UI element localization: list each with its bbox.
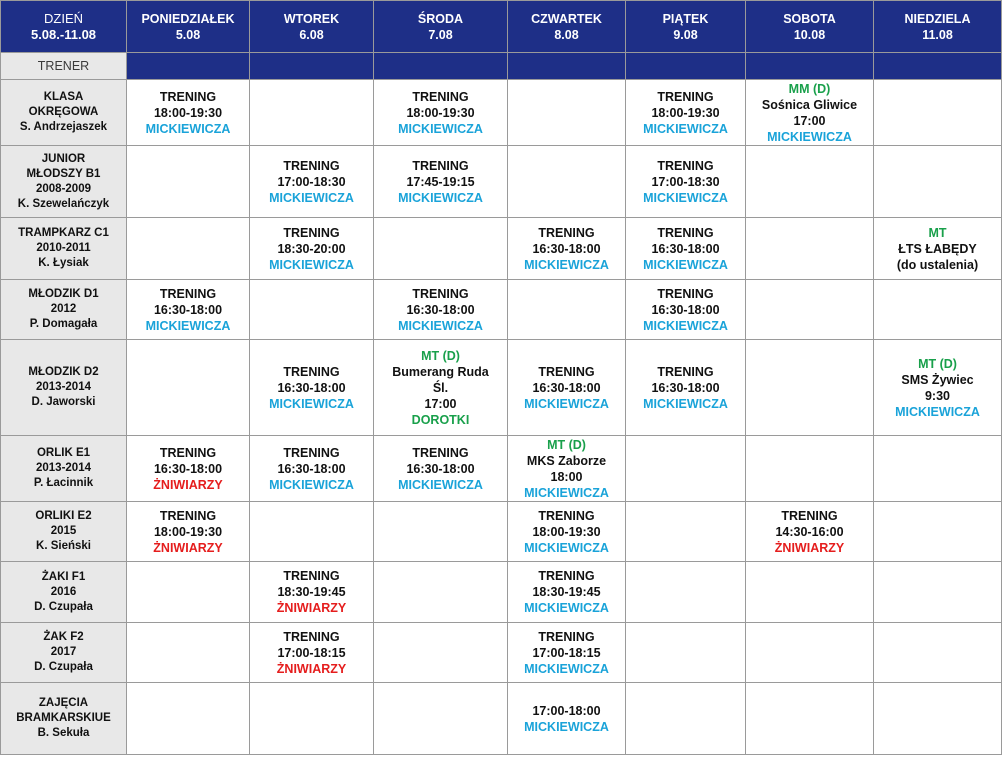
event-line: 17:00-18:15 — [532, 645, 601, 660]
event-line: MT (D) — [421, 348, 460, 363]
team-line: 2013-2014 — [36, 381, 91, 393]
day-header-spacer — [127, 53, 250, 80]
event-line: MT (D) — [918, 356, 957, 371]
day-header-tue — [250, 1, 374, 53]
day-header-spacer — [508, 53, 626, 80]
event-line: 16:30-18:00 — [651, 380, 720, 395]
event-line: TRENING — [412, 286, 469, 301]
schedule-cell — [874, 623, 1002, 683]
event-line: 16:30-18:00 — [153, 302, 223, 317]
event-line: TRENING — [781, 508, 838, 523]
event-line: 18:00 — [550, 469, 583, 484]
event-line: TRENING — [159, 508, 217, 523]
schedule-cell — [250, 683, 374, 755]
team-line: ŻAKI F1 — [41, 570, 86, 583]
team-header — [1, 146, 127, 218]
event-line: MICKIEWICZA — [524, 601, 609, 615]
trainer-header-row — [1, 53, 1002, 80]
date-range: 5.08.-11.08 — [30, 26, 97, 42]
event-line: MICKIEWICZA — [524, 661, 609, 676]
event-line: 16:30-18:00 — [406, 461, 475, 476]
schedule-cell — [874, 80, 1002, 146]
day-name: CZWARTEK — [531, 11, 602, 26]
event-line: 18:00-19:30 — [406, 105, 475, 120]
event-line: Bumerang Ruda — [392, 364, 489, 379]
schedule-cell — [746, 340, 874, 436]
schedule-cell — [374, 436, 508, 502]
team-line: ŻAK F2 — [43, 631, 84, 643]
team-line: TRAMPKARZ C1 — [18, 227, 109, 239]
event-line: TRENING — [412, 445, 469, 460]
schedule-cell — [626, 562, 746, 623]
team-header — [1, 683, 127, 755]
event-line: TRENING — [538, 629, 595, 644]
day-header-spacer — [374, 53, 508, 80]
event-line: ŻNIWIARZY — [153, 540, 223, 555]
schedule-cell — [250, 146, 374, 218]
event-line: ŻNIWIARZY — [774, 540, 845, 555]
event-line: TRENING — [538, 508, 595, 523]
team-header — [1, 80, 127, 146]
event-line: 18:00-19:30 — [651, 105, 720, 120]
schedule-row — [1, 280, 1002, 340]
event-line: MICKIEWICZA — [269, 396, 354, 411]
event-line: 18:00-19:30 — [153, 105, 223, 120]
schedule-cell — [746, 146, 874, 218]
team-header — [1, 340, 127, 436]
event-line: TRENING — [657, 89, 714, 104]
event-line: TRENING — [283, 158, 340, 173]
schedule-cell — [626, 683, 746, 755]
event-line: DOROTKI — [411, 412, 470, 427]
schedule-cell — [626, 146, 746, 218]
schedule-cell — [127, 218, 250, 280]
team-line: 2010-2011 — [36, 242, 91, 254]
event-line: TRENING — [412, 89, 469, 104]
schedule-cell — [127, 436, 250, 502]
team-line: ZAJĘCIA — [38, 697, 89, 709]
schedule-cell — [746, 280, 874, 340]
event-line: 9:30 — [924, 388, 951, 403]
event-line: TRENING — [283, 445, 340, 460]
schedule-row — [1, 502, 1002, 562]
event-line: MICKIEWICZA — [398, 190, 483, 205]
event-line: (do ustalenia) — [896, 257, 979, 272]
day-header-fri — [626, 1, 746, 53]
event-line: Sośnica Gliwice — [761, 97, 858, 112]
schedule-cell — [626, 218, 746, 280]
event-line: MICKIEWICZA — [524, 719, 609, 734]
day-date: 9.08 — [673, 27, 698, 42]
schedule-cell — [746, 502, 874, 562]
schedule-cell — [250, 218, 374, 280]
day-date: 8.08 — [554, 27, 579, 42]
event-line: MT (D) — [547, 437, 586, 452]
schedule-cell — [127, 562, 250, 623]
event-line: TRENING — [159, 89, 217, 104]
schedule-cell — [508, 436, 626, 502]
team-header — [1, 436, 127, 502]
event-line: MICKIEWICZA — [145, 318, 231, 333]
schedule-cell — [374, 683, 508, 755]
schedule-cell — [874, 562, 1002, 623]
schedule-cell — [508, 280, 626, 340]
team-line: 2016 — [50, 585, 77, 598]
schedule-cell — [250, 502, 374, 562]
day-date: 6.08 — [299, 27, 324, 42]
schedule-cell — [508, 218, 626, 280]
event-line: TRENING — [283, 364, 340, 379]
schedule-row — [1, 80, 1002, 146]
event-line: 14:30-16:00 — [775, 524, 844, 539]
day-name: SOBOTA — [783, 11, 836, 26]
event-line: 17:00-18:15 — [277, 645, 346, 660]
day-name: PONIEDZIAŁEK — [141, 11, 235, 26]
schedule-cell — [746, 623, 874, 683]
event-line: MICKIEWICZA — [398, 477, 483, 492]
team-line: S. Andrzejaszek — [19, 121, 108, 133]
schedule-cell — [374, 562, 508, 623]
team-line: BRAMKARSKIUE — [16, 712, 111, 724]
event-line: Śl. — [432, 380, 449, 395]
team-header — [1, 502, 127, 562]
schedule-cell — [374, 340, 508, 436]
event-line: MICKIEWICZA — [524, 396, 609, 411]
day-header-spacer — [250, 53, 374, 80]
team-line: D. Czupała — [34, 600, 93, 613]
schedule-row — [1, 683, 1002, 755]
event-line: SMS Żywiec — [901, 372, 974, 387]
event-line: TRENING — [159, 445, 217, 460]
team-line: JUNIOR — [41, 152, 86, 165]
event-line: 17:00-18:30 — [277, 174, 346, 189]
team-line: D. Czupała — [34, 661, 93, 673]
team-header — [1, 218, 127, 280]
schedule-cell — [874, 436, 1002, 502]
schedule-row — [1, 436, 1002, 502]
schedule-cell — [746, 436, 874, 502]
team-line: B. Sekuła — [37, 727, 90, 739]
event-line: 16:30-18:00 — [406, 302, 475, 317]
event-line: TRENING — [412, 158, 469, 173]
schedule-cell — [374, 218, 508, 280]
day-header-mon — [127, 1, 250, 53]
schedule-cell — [508, 502, 626, 562]
schedule-cell — [127, 502, 250, 562]
schedule-row — [1, 623, 1002, 683]
team-line: OKRĘGOWA — [28, 106, 99, 118]
schedule-row — [1, 146, 1002, 218]
schedule-cell — [746, 562, 874, 623]
team-line: KLASA — [43, 91, 84, 103]
schedule-cell — [127, 80, 250, 146]
event-line: 18:00-19:30 — [532, 524, 601, 539]
schedule-cell — [626, 80, 746, 146]
day-range-header — [1, 1, 127, 53]
schedule-cell — [127, 280, 250, 340]
schedule-cell — [374, 623, 508, 683]
schedule-cell — [508, 683, 626, 755]
event-line: 16:30-18:00 — [532, 380, 601, 395]
team-line: ORLIKI E2 — [35, 510, 92, 522]
schedule-cell — [508, 146, 626, 218]
schedule-cell — [746, 80, 874, 146]
schedule-cell — [508, 340, 626, 436]
day-name: PIĄTEK — [662, 11, 709, 26]
schedule-cell — [508, 562, 626, 623]
event-line: 18:30-19:45 — [532, 585, 601, 599]
day-header-thu — [508, 1, 626, 53]
schedule-row — [1, 340, 1002, 436]
schedule-cell — [874, 146, 1002, 218]
team-line: MŁODZIK D2 — [28, 366, 99, 378]
team-line: 2012 — [50, 303, 77, 315]
event-line: 17:00-18:30 — [651, 174, 720, 189]
event-line: MM (D) — [788, 81, 831, 96]
event-line: MICKIEWICZA — [524, 485, 609, 500]
header-row — [1, 1, 1002, 53]
schedule-cell — [746, 218, 874, 280]
schedule-cell — [250, 623, 374, 683]
event-line: 16:30-18:00 — [532, 241, 601, 256]
team-line: 2008-2009 — [36, 182, 91, 195]
event-line: MICKIEWICZA — [524, 540, 609, 555]
schedule-cell — [250, 340, 374, 436]
team-line: K. Łysiak — [38, 257, 89, 269]
schedule-cell — [508, 623, 626, 683]
schedule-cell — [374, 502, 508, 562]
schedule-cell — [746, 683, 874, 755]
schedule-cell — [250, 562, 374, 623]
schedule-cell — [626, 436, 746, 502]
event-line: ŻNIWIARZY — [153, 477, 223, 492]
event-line: 18:30-19:45 — [277, 585, 346, 599]
event-line: TRENING — [283, 629, 340, 644]
day-header-spacer — [626, 53, 746, 80]
event-line: ŁTS ŁABĘDY — [898, 241, 977, 256]
event-line: ŻNIWIARZY — [276, 661, 347, 676]
schedule-cell — [874, 218, 1002, 280]
team-line: 2015 — [50, 525, 77, 537]
day-date: 7.08 — [428, 27, 453, 42]
event-line: TRENING — [657, 158, 714, 173]
team-line: MŁODZIK D1 — [28, 288, 99, 300]
event-line: 17:00-18:00 — [532, 703, 601, 718]
schedule-cell — [250, 80, 374, 146]
day-date: 10.08 — [793, 27, 826, 42]
schedule-cell — [127, 340, 250, 436]
event-line: TRENING — [283, 569, 340, 583]
schedule-cell — [127, 623, 250, 683]
schedule-cell — [508, 80, 626, 146]
event-line: 16:30-18:00 — [651, 241, 720, 256]
day-date: 11.08 — [922, 27, 953, 42]
event-line: MICKIEWICZA — [767, 129, 852, 144]
event-line: 17:00 — [793, 113, 826, 128]
schedule-cell — [374, 146, 508, 218]
event-line: TRENING — [538, 364, 595, 379]
team-header — [1, 562, 127, 623]
schedule-body — [1, 80, 1002, 755]
event-line: TRENING — [657, 225, 714, 240]
event-line: 16:30-18:00 — [277, 461, 346, 476]
event-line: 18:00-19:30 — [153, 524, 223, 539]
event-line: ŻNIWIARZY — [276, 601, 347, 615]
event-line: MICKIEWICZA — [643, 396, 728, 411]
schedule-cell — [374, 280, 508, 340]
schedule-cell — [874, 502, 1002, 562]
event-line: 18:30-20:00 — [277, 241, 346, 256]
team-header — [1, 623, 127, 683]
schedule-cell — [127, 683, 250, 755]
event-line: MT — [928, 225, 947, 240]
day-name: NIEDZIELA — [904, 11, 971, 26]
event-line: MICKIEWICZA — [398, 121, 483, 136]
trainer-label: TRENER — [1, 53, 127, 80]
schedule-cell — [626, 623, 746, 683]
schedule-cell — [874, 683, 1002, 755]
event-line: TRENING — [159, 286, 217, 301]
team-line: P. Domagała — [29, 318, 98, 330]
event-line: MICKIEWICZA — [643, 257, 728, 272]
event-line: TRENING — [538, 569, 595, 583]
event-line: MICKIEWICZA — [398, 318, 483, 333]
event-line: MICKIEWICZA — [269, 257, 354, 272]
team-header — [1, 280, 127, 340]
team-line: MŁODSZY B1 — [26, 167, 101, 180]
day-header-spacer — [874, 53, 1002, 80]
event-line: MICKIEWICZA — [643, 318, 728, 333]
team-line: D. Jaworski — [31, 396, 96, 408]
event-line: MICKIEWICZA — [145, 121, 231, 136]
schedule-cell — [374, 80, 508, 146]
team-line: ORLIK E1 — [36, 447, 91, 459]
day-name: WTOREK — [283, 11, 340, 26]
schedule-cell — [874, 340, 1002, 436]
event-line: 17:45-19:15 — [406, 174, 475, 189]
event-line: MICKIEWICZA — [269, 477, 354, 492]
day-header-wed — [374, 1, 508, 53]
schedule-cell — [250, 436, 374, 502]
event-line: MICKIEWICZA — [524, 257, 609, 272]
schedule-cell — [626, 502, 746, 562]
event-line: MICKIEWICZA — [643, 190, 728, 205]
day-header-spacer — [746, 53, 874, 80]
schedule-cell — [250, 280, 374, 340]
event-line: MICKIEWICZA — [269, 190, 354, 205]
team-line: K. Szewelańczyk — [17, 197, 110, 210]
team-line: 2013-2014 — [36, 462, 91, 474]
event-line: 16:30-18:00 — [153, 461, 223, 476]
event-line: MICKIEWICZA — [643, 121, 728, 136]
team-line: P. Łacinnik — [33, 477, 94, 489]
schedule-row — [1, 218, 1002, 280]
team-line: K. Sieński — [36, 540, 91, 552]
team-line: 2017 — [50, 646, 77, 658]
schedule-cell — [626, 340, 746, 436]
schedule-row — [1, 562, 1002, 623]
event-line: TRENING — [657, 364, 714, 379]
event-line: TRENING — [538, 225, 595, 240]
event-line: TRENING — [657, 286, 714, 301]
event-line: MICKIEWICZA — [895, 404, 980, 419]
schedule-cell — [127, 146, 250, 218]
day-label: DZIEŃ — [44, 10, 83, 26]
event-line: MKS Zaborze — [526, 453, 607, 468]
day-date: 5.08 — [175, 27, 201, 42]
event-line: 16:30-18:00 — [277, 380, 346, 395]
schedule-cell — [874, 280, 1002, 340]
day-name: ŚRODA — [417, 11, 464, 26]
event-line: TRENING — [283, 225, 340, 240]
schedule-cell — [626, 280, 746, 340]
day-header-sun — [874, 1, 1002, 53]
event-line: 16:30-18:00 — [651, 302, 720, 317]
day-header-sat — [746, 1, 874, 53]
event-line: 17:00 — [424, 396, 457, 411]
